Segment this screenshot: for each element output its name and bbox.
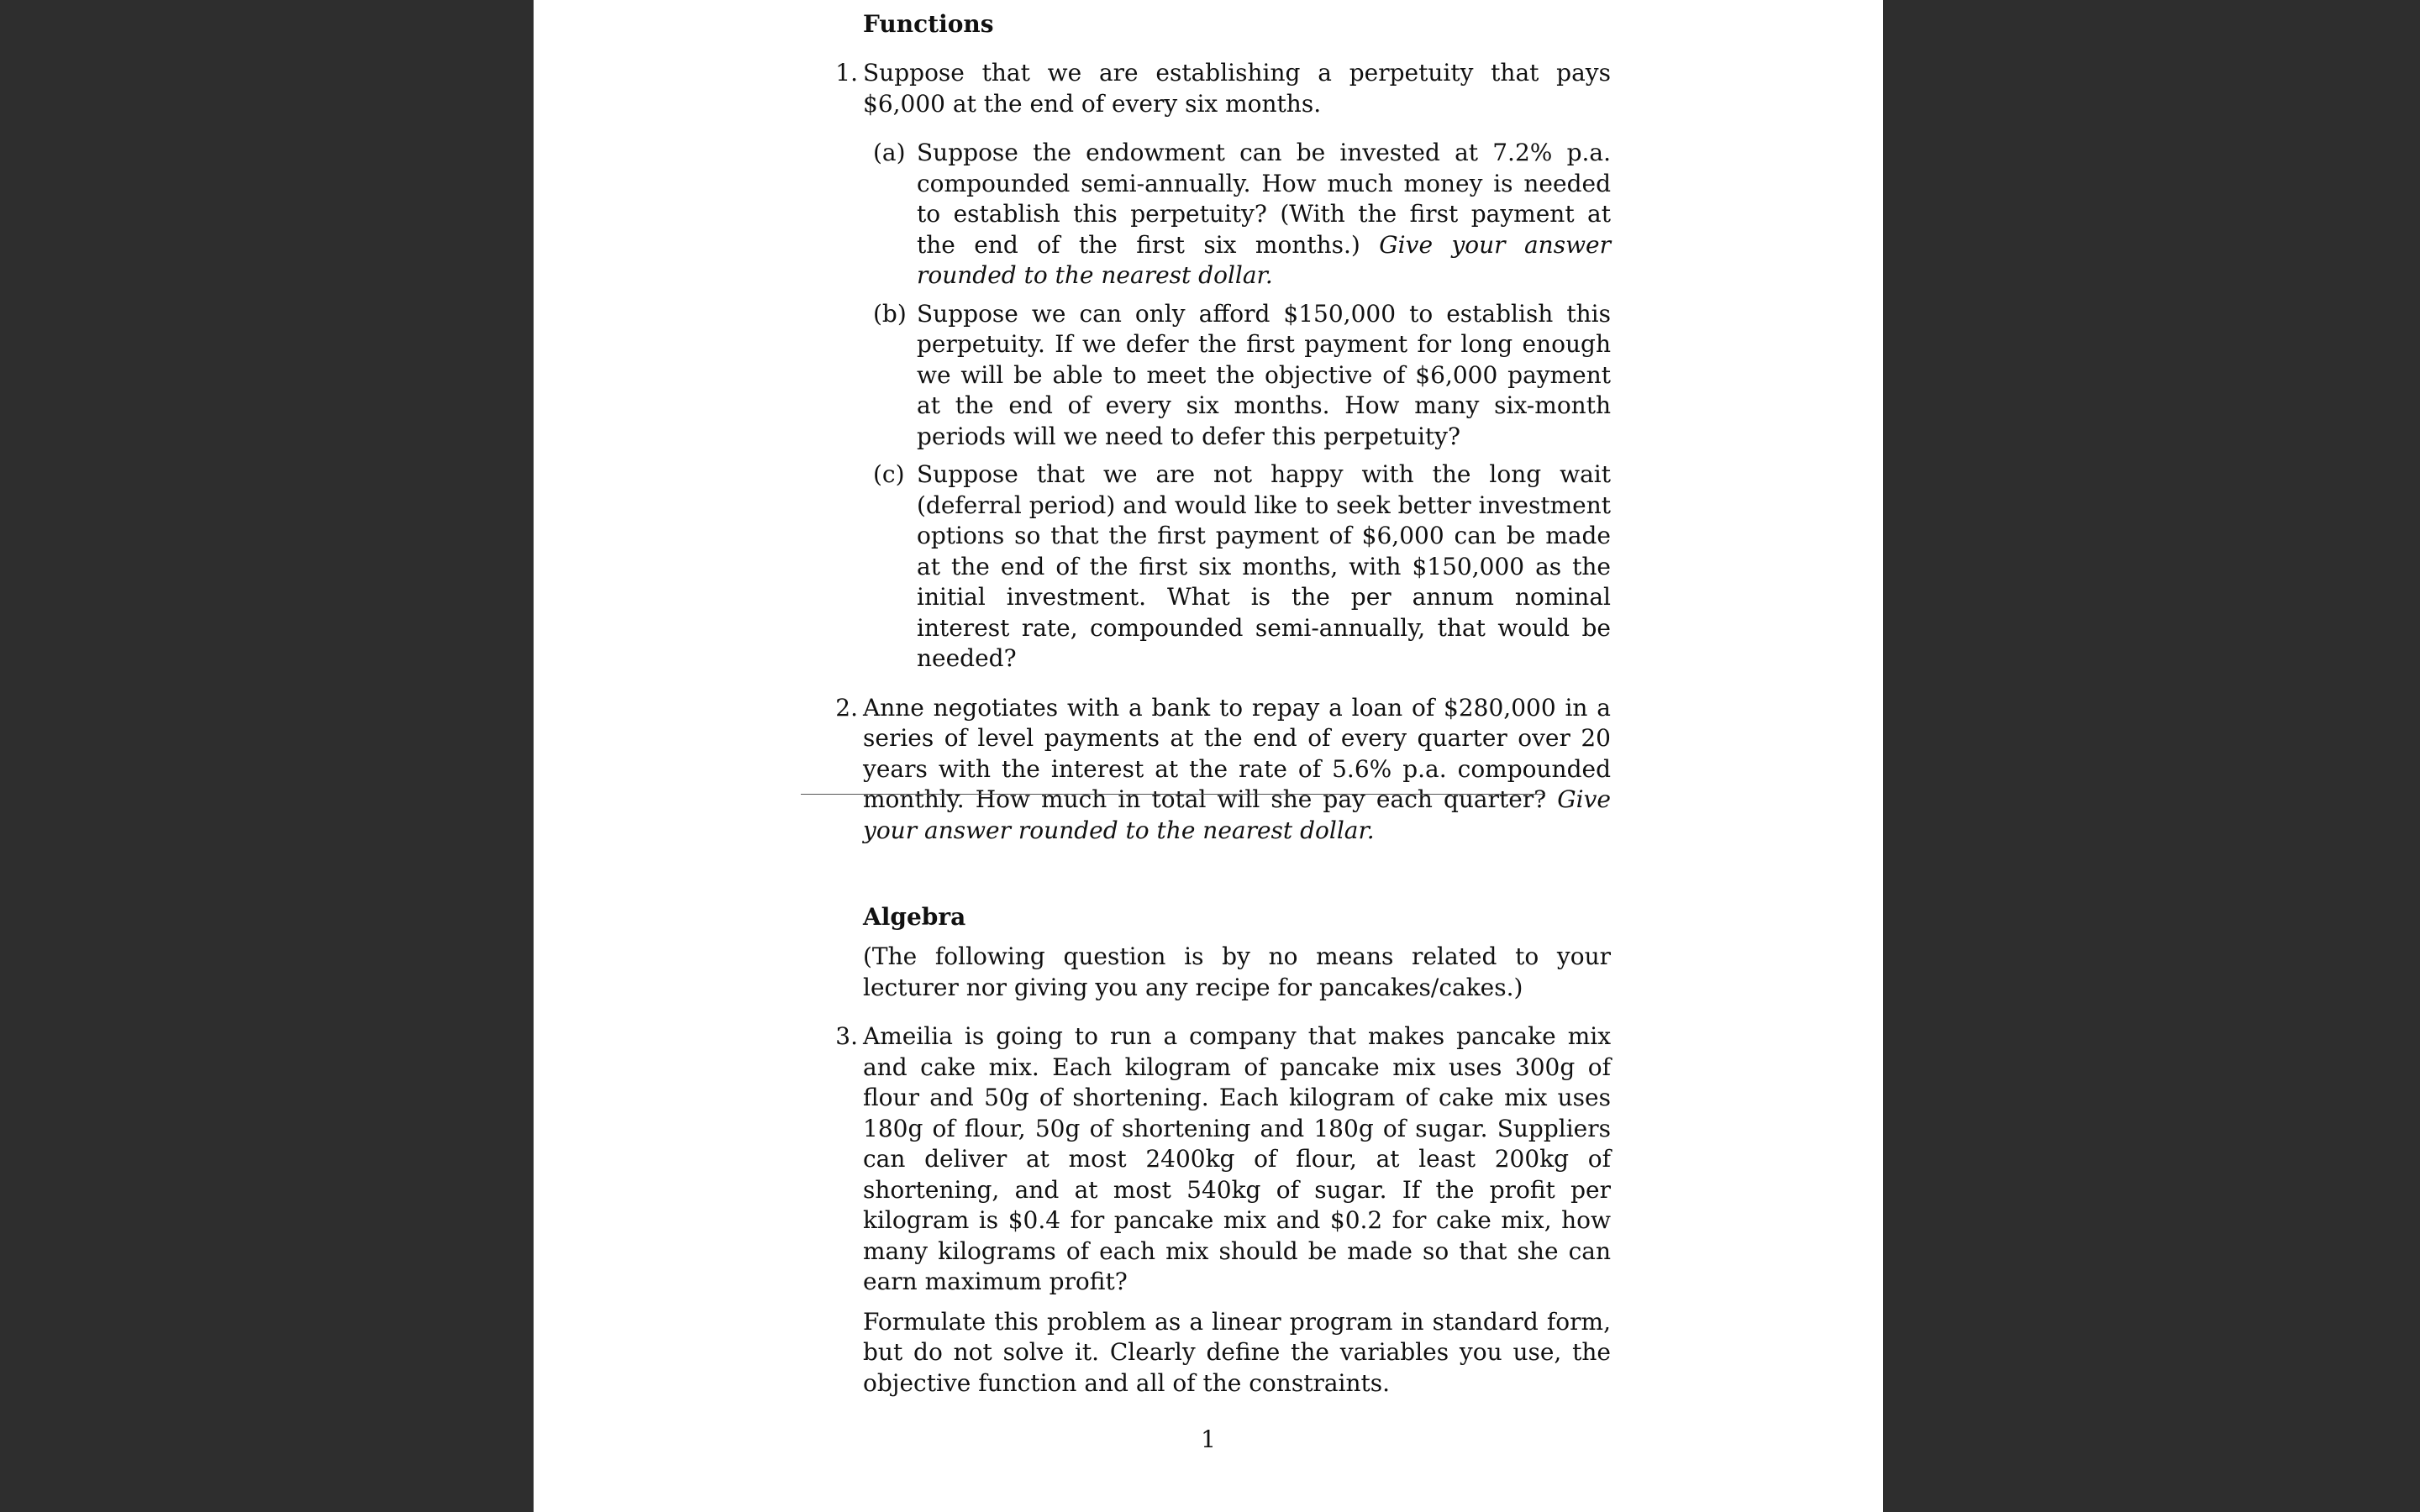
subquestion-label: (a) <box>873 139 906 166</box>
question-1c <box>873 459 1611 675</box>
section-title-functions: Functions <box>863 10 994 38</box>
question-1 <box>835 58 1612 675</box>
rounding-instruction: Give your answer rounded to the nearest dollar. <box>917 230 1612 289</box>
question-number: 3. <box>835 1022 858 1050</box>
question-3 <box>835 1021 1611 1399</box>
algebra-section <box>835 942 1611 1399</box>
question-1b <box>873 299 1611 453</box>
page-divider <box>801 794 1545 795</box>
question-2 <box>835 693 1611 847</box>
subquestion-label: (c) <box>873 460 905 488</box>
subquestion-body: Suppose the endowment can be invested at 7.2% p.a. compounded semi-annually. How much money is needed to establish this perpetuity? (With the first payment at the end of the first six months.) <box>917 139 1611 259</box>
question-number: 2. <box>835 693 858 722</box>
question-number: 1. <box>835 59 858 87</box>
section-title-algebra: Algebra <box>863 903 966 931</box>
question-body: Anne negotiates with a bank to repay a loan of $280,000 in a series of level payments at the end of every quarter over 20 years with the interest at the rate of 5.6% p.a. compounded monthly. How much in total will she pay each quarter? <box>863 693 1611 813</box>
functions-section <box>835 58 1612 846</box>
page-number: 1 <box>1201 1425 1216 1453</box>
pdf-page <box>534 0 1883 1512</box>
question-text <box>863 693 1611 847</box>
question-1a <box>873 138 1612 291</box>
subquestion-label: (b) <box>873 299 907 328</box>
subquestion-text: Suppose that we are not happy with the long wait (deferral period) and would like to seek better investment options so that the first payment of $6,000 can be made at the end of the first six months, with $150,000 as the initial investment. What is the per annum nominal interest rate, compounded semi-annually, that would be needed? <box>917 460 1611 672</box>
question-text: Suppose that we are establishing a perpetuity that pays $6,000 at the end of every six months. <box>863 59 1611 118</box>
rounding-instruction: Give your answer rounded to the nearest dollar. <box>863 785 1611 844</box>
question-followup: Formulate this problem as a linear program in standard form, but do not solve it. Clearly define the variables you use, the objective function and all of the constraints. <box>863 1307 1611 1397</box>
question-text: Ameilia is going to run a company that makes pancake mix and cake mix. Each kilogram of pancake mix uses 300g of flour and 50g of shortening. Each kilogram of cake mix uses 180g of flour, 50g of shortening and 180g of sugar. Suppliers can deliver at most 2400kg of flour, at least 200kg of shortening, and at most 540kg of sugar. If the profit per kilogram is $0.4 for pancake mix and $0.2 for cake mix, how many kilograms of each mix should be made so that she can earn maximum profit? <box>863 1022 1611 1295</box>
subquestion-text <box>917 138 1611 291</box>
algebra-intro: (The following question is by no means related to your lecturer nor giving you any recipe for pancakes/cakes.) <box>863 942 1611 1001</box>
subquestion-text: Suppose we can only afford $150,000 to establish this perpetuity. If we defer the first payment for long enough we will be able to meet the objective of $6,000 payment at the end of every six months. How many six-month periods will we need to defer this perpetuity? <box>917 299 1611 450</box>
